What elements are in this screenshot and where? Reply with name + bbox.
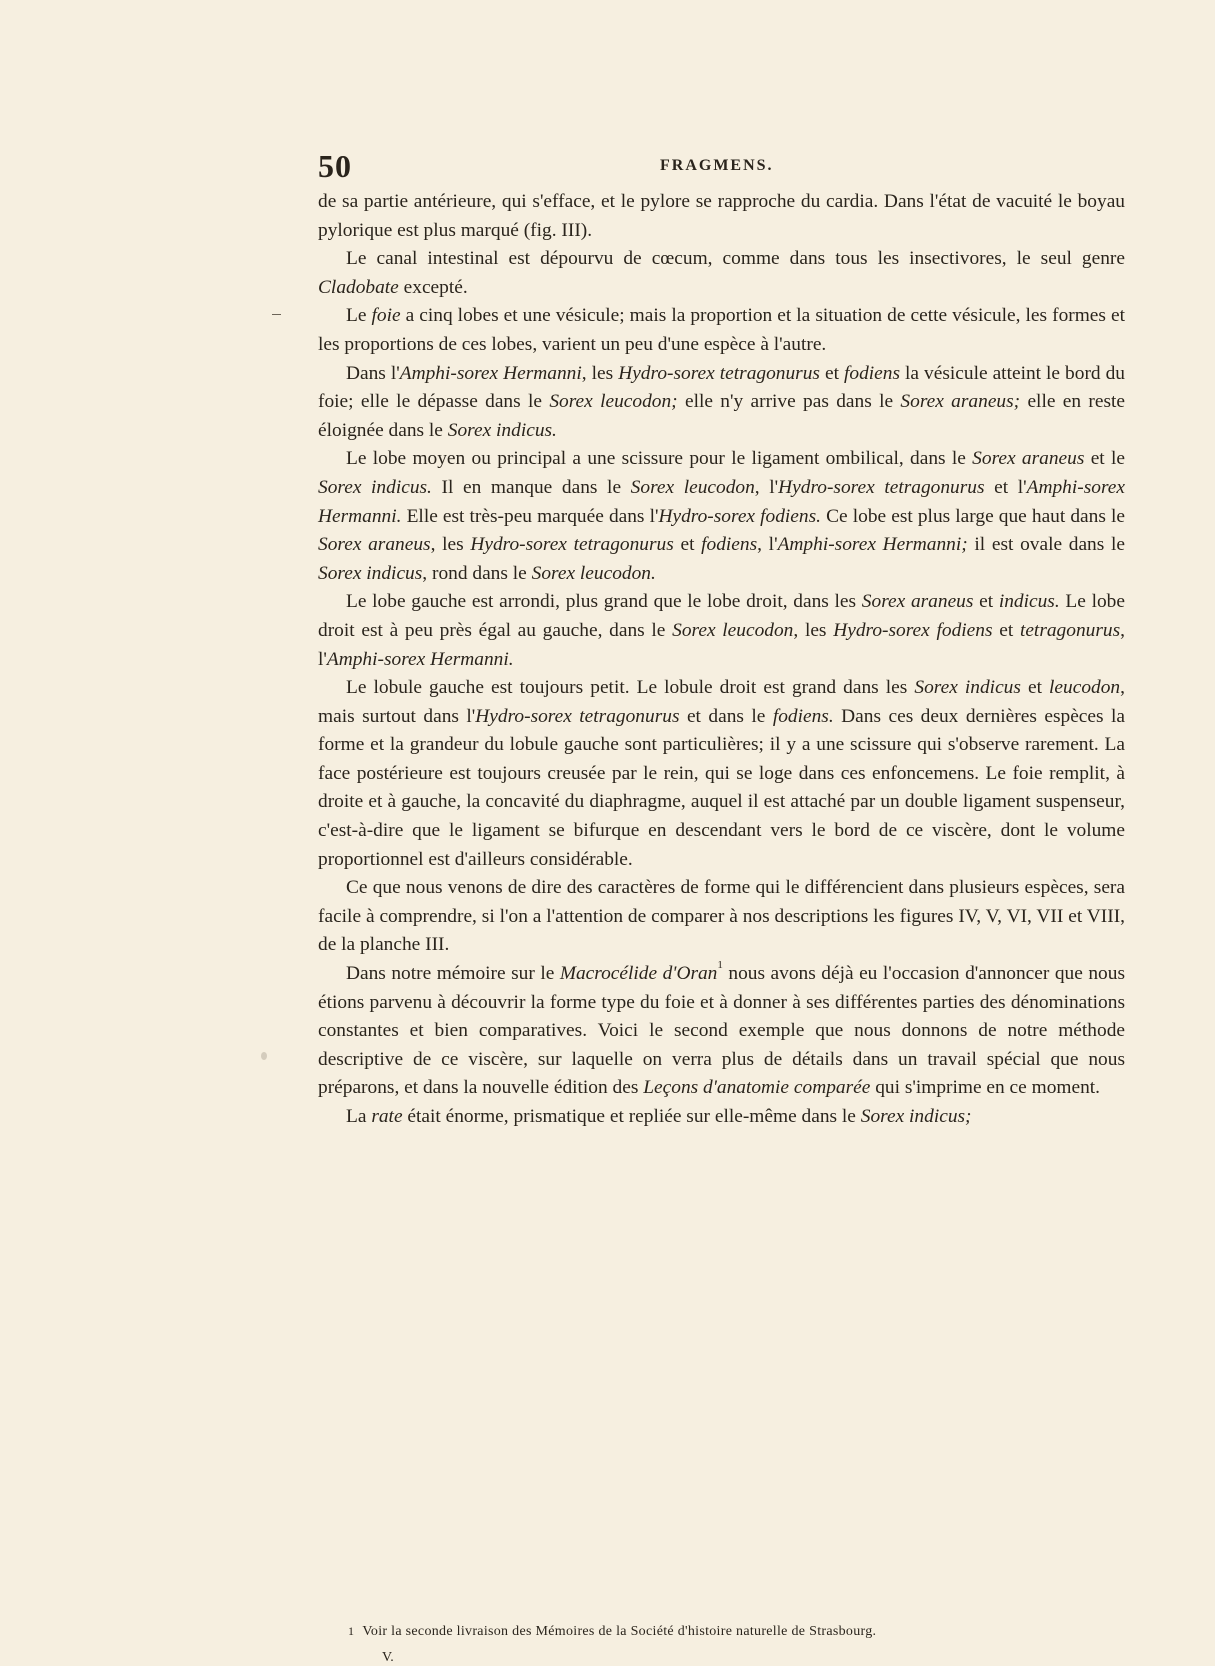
- text-run: , rond dans le: [422, 562, 532, 584]
- text-run: Le lobule gauche est toujours petit. Le lobule droit est grand dans les: [346, 677, 915, 699]
- text-run: Le: [346, 305, 372, 327]
- italic-text: fodiens.: [772, 705, 834, 727]
- text-run: La: [346, 1106, 372, 1127]
- text-run: la vésicule atteint le bord du foie; elle le dépasse dans le: [318, 362, 1125, 413]
- paragraph: [318, 588, 1125, 674]
- italic-text: Sorex leucodon.: [531, 562, 656, 584]
- footnote-mark: 1: [348, 1624, 355, 1638]
- italic-text: Sorex araneus: [318, 534, 431, 556]
- italic-text: indicus.: [998, 591, 1060, 613]
- italic-text: Hydro-sorex fodiens.: [658, 505, 821, 527]
- text-run: et dans le: [679, 705, 773, 727]
- italic-text: Sorex indicus: [914, 677, 1021, 699]
- italic-text: Hydro-sorex fodiens: [833, 619, 993, 641]
- text-run: , l': [757, 534, 778, 556]
- paragraph: [318, 245, 1125, 302]
- text-run: et: [992, 619, 1020, 641]
- footnote-reference: 1: [717, 959, 723, 972]
- text-run: et l': [984, 476, 1027, 498]
- italic-text: Macrocélide d'Oran: [559, 963, 718, 985]
- italic-text: fodiens: [844, 362, 901, 384]
- text-run: Ce que nous venons de dire des caractères de forme qui le différencient dans plusieurs espèces, sera facile à comprendre, si l'on a l'attention de comparer à nos descriptions les figures IV, V, VI, VII et VIII, de la planche III.: [318, 877, 1125, 956]
- text-run: a cinq lobes et une vésicule; mais la proportion et la situation de cette vésicule, les formes et les proportions de ces lobes, varient un peu d'une espèce à l'autre.: [318, 305, 1125, 355]
- italic-text: Sorex leucodon: [630, 476, 755, 498]
- italic-text: Amphi-sorex Hermanni: [399, 362, 582, 384]
- italic-text: Leçons d'anatomie comparée: [643, 1077, 871, 1099]
- footnote: [348, 1624, 876, 1640]
- italic-text: Cladobate: [318, 276, 399, 298]
- italic-text: Amphi-sorex Hermanni.: [318, 476, 1125, 527]
- text-run: était énorme, prismatique et repliée sur elle-même dans le: [402, 1106, 861, 1127]
- italic-text: Sorex leucodon;: [549, 391, 678, 413]
- paragraph: [318, 674, 1125, 874]
- italic-text: Hydro-sorex tetragonurus: [618, 362, 820, 384]
- text-run: et: [1020, 677, 1050, 699]
- text-run: nous avons déjà eu l'occasion d'annoncer que nous étions parvenu à découvrir la forme type du foie et à donner à ses différentes parties des dénominations constantes et bien comparatives. Voici le second exemple que nous donnons de notre méthode descriptive de ce viscère, sur laquelle on verra plus de détails dans un travail spécial que nous préparons, et dans la nouvelle édition des: [318, 963, 1125, 1099]
- footnote-text: Voir la seconde livraison des Mémoires de la Société d'histoire naturelle de Strasbourg.: [362, 1624, 877, 1639]
- paragraph: [318, 445, 1125, 588]
- paragraph: [318, 960, 1125, 1103]
- italic-text: Sorex leucodon: [672, 619, 794, 641]
- text-run: , les: [581, 362, 619, 384]
- text-run: , les: [430, 534, 471, 556]
- text-run: de sa partie antérieure, qui s'efface, et le pylore se rapproche du cardia. Dans l'état de vacuité le boyau pylorique est plus marqué (fig. III).: [318, 191, 1125, 241]
- italic-text: Sorex indicus.: [318, 476, 432, 498]
- signature-mark: V.: [382, 1650, 394, 1665]
- italic-text: Hydro-sorex tetragonurus: [778, 476, 985, 498]
- text-run: Le lobe moyen ou principal a une scissure pour le ligament ombilical, dans le: [346, 448, 973, 470]
- paragraph: [318, 188, 1125, 245]
- text-run: et: [673, 534, 702, 556]
- italic-text: Sorex indicus: [318, 562, 423, 584]
- text-run: Dans ces deux dernières espèces la forme et la grandeur du lobule gauche sont particulières; il y a une scissure qui s'observe rarement. La face postérieure est toujours creusée par le rein, qui se loge dans ces enfoncemens. Le foie remplit, à droite et à gauche, la concavité du diaphragme, auquel il est attaché par un double ligament suspenseur, c'est-à-dire que le ligament se bifurque en descendant vers le bord de ce viscère, dont le volume proportionnel est d'ailleurs considérable.: [318, 705, 1126, 870]
- body-text: [318, 188, 1125, 1132]
- italic-text: Sorex araneus: [861, 591, 974, 613]
- text-run: , mais surtout dans l': [318, 677, 1125, 727]
- text-run: , les: [793, 619, 834, 641]
- italic-text: Sorex indicus;: [860, 1106, 972, 1127]
- margin-stain: [261, 1052, 267, 1060]
- text-run: excepté.: [398, 276, 468, 298]
- page-number: 50: [318, 148, 352, 184]
- italic-text: rate: [371, 1106, 403, 1127]
- italic-text: Hydro-sorex tetragonurus: [470, 534, 674, 556]
- text-run: Ce lobe est plus large que haut dans le: [821, 505, 1125, 527]
- text-run: et: [819, 362, 844, 384]
- text-run: et: [973, 591, 999, 613]
- italic-text: foie: [371, 305, 401, 327]
- italic-text: Sorex indicus.: [447, 419, 557, 441]
- text-run: Le lobe droit est à peu près égal au gauche, dans le: [318, 591, 1125, 641]
- text-run: Le canal intestinal est dépourvu de cœcum, comme dans tous les insectivores, le seul genre: [346, 248, 1125, 270]
- text-run: elle n'y arrive pas dans le: [677, 391, 901, 413]
- paragraph: [318, 360, 1125, 446]
- italic-text: tetragonurus: [1019, 619, 1121, 641]
- italic-text: Sorex araneus;: [900, 391, 1021, 413]
- text-run: , l': [754, 476, 779, 498]
- text-run: , l': [318, 619, 1125, 670]
- paragraph: [318, 874, 1125, 960]
- paragraph: [318, 1103, 1125, 1132]
- italic-text: fodiens: [701, 534, 758, 556]
- paragraph: [318, 302, 1125, 359]
- margin-mark: [272, 314, 281, 315]
- text-run: il est ovale dans le: [967, 534, 1125, 556]
- text-run: Elle est très-peu marquée dans l': [401, 505, 659, 527]
- text-run: elle en reste éloignée dans le: [318, 391, 1126, 441]
- italic-text: Amphi-sorex Hermanni.: [326, 648, 514, 670]
- text-run: et le: [1084, 448, 1125, 470]
- italic-text: leucodon: [1049, 677, 1121, 699]
- text-run: Dans l': [346, 362, 400, 384]
- text-run: Il en manque dans le: [431, 476, 631, 498]
- italic-text: Hydro-sorex tetragonurus: [475, 705, 680, 727]
- italic-text: Amphi-sorex Hermanni;: [777, 534, 968, 556]
- text-run: Le lobe gauche est arrondi, plus grand que le lobe droit, dans les: [346, 591, 862, 613]
- text-run: qui s'imprime en ce moment.: [870, 1077, 1101, 1099]
- italic-text: Sorex araneus: [972, 448, 1085, 470]
- text-run: Dans notre mémoire sur le: [346, 963, 560, 985]
- running-head: FRAGMENS.: [660, 157, 774, 174]
